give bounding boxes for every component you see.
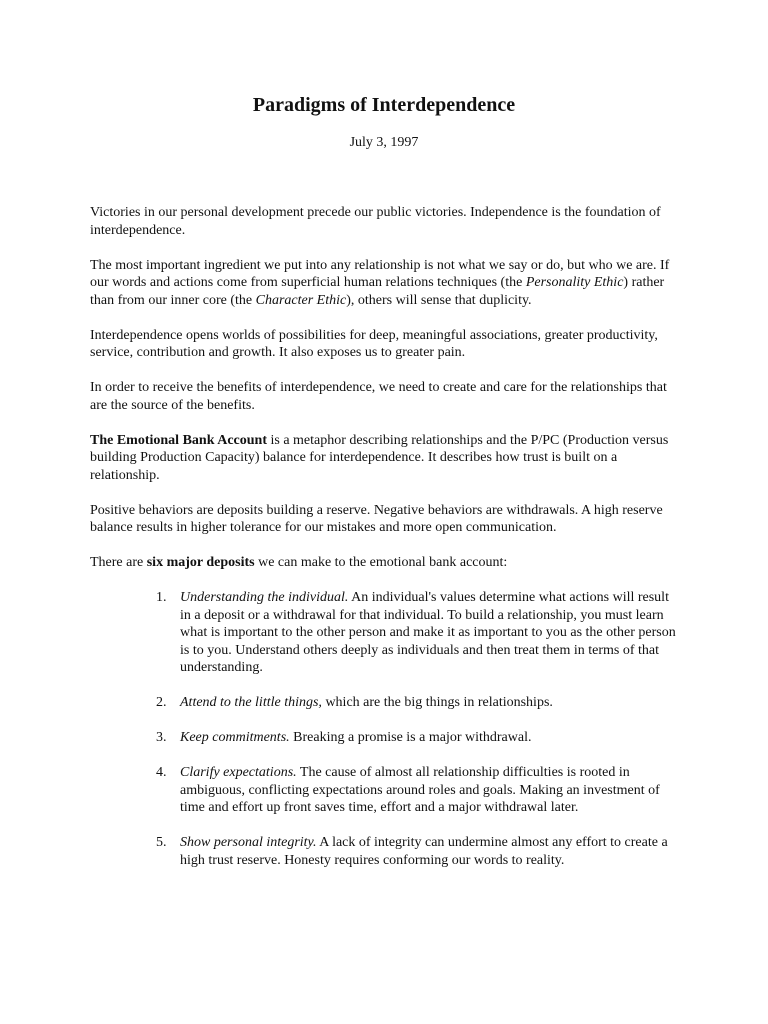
deposit-text: A lack of integrity can undermine almost any effort to create a high trust reserve. Honesty requires conforming our words to reality. [180,835,668,868]
emotional-bank-account-term: The Emotional Bank Account [90,432,267,448]
list-item-deposit-3 [156,729,680,747]
document-date: July 3, 1997 [349,135,419,150]
paragraph-victories [90,204,680,239]
paragraph-ingredient [90,257,680,310]
list-item-deposit-2 [156,694,680,712]
list-number: 5. [156,835,167,850]
character-ethic-term: Character Ethic [255,292,347,308]
paragraph-text: In order to receive the benefits of interdependence, we need to create and care for the relationships that are the source of the benefits. [90,380,667,413]
paragraph-text-part: ), others will sense that duplicity. [346,292,532,308]
paragraph-six-deposits [90,554,680,572]
document-body [90,204,680,887]
paragraph-possibilities [90,327,680,362]
deposits-list [156,589,680,869]
deposit-text: The cause of almost all relationship difficulties is rooted in ambiguous, conflicting expectations around roles and goals. Making an investment of time and effort up front saves time, effort and a major withdrawal later. [180,765,660,815]
paragraph-behaviors [90,502,680,537]
paragraph-text: Interdependence opens worlds of possibilities for deep, meaningful associations, greater productivity, service, contribution and growth. It also exposes us to greater pain. [90,327,658,360]
paragraph-text-part: is a metaphor describing relationships and the P/PC (Production versus building Production Capacity) balance for interdependence. It describes how trust is built on a relationship. [90,432,669,483]
list-number: 1. [156,590,167,605]
deposit-heading: Attend to the little things, [180,695,322,710]
deposit-text: Breaking a promise is a major withdrawal. [289,730,532,745]
document-title: Paradigms of Interdependence [252,94,516,116]
personality-ethic-term: Personality Ethic [525,275,624,290]
six-major-deposits-term: six major deposits [146,555,255,570]
list-number: 2. [156,695,167,710]
paragraph-text-part: we can make to the emotional bank account: [254,555,508,570]
deposit-heading: Clarify expectations. [180,765,297,780]
deposit-heading: Keep commitments. [180,730,290,745]
deposit-heading: Show personal integrity. [180,835,317,850]
list-number: 3. [156,730,167,745]
paragraph-text: Victories in our personal development precede our public victories. Independence is the foundation of interdependence. [90,205,661,238]
paragraph-text-part: The most important ingredient we put into any relationship is not what we say or do, but who we are. If our words and actions come from superficial human relations techniques (the [90,257,670,290]
paragraph-text-part: There are [90,555,147,570]
paragraph-text-part: ) rather than from our inner core (the [90,275,665,308]
deposit-heading: Understanding the individual. [180,590,349,605]
list-item-deposit-4 [156,764,680,817]
paragraph-emotional-bank-account [90,432,680,485]
paragraph-text: Positive behaviors are deposits building a reserve. Negative behaviors are withdrawals. A high reserve balance results in higher tolerance for our mistakes and more open communication. [90,502,663,535]
list-item-deposit-1 [156,589,680,677]
list-item-deposit-5 [156,834,680,869]
deposit-text: which are the big things in relationships. [321,695,553,710]
deposit-text: An individual's values determine what actions will result in a deposit or a withdrawal for that individual. To build a relationship, you must learn what is important to the other person and make it as important to you as the other person is to you. Understand others deeply as individuals and then treat them in terms of that understanding. [180,590,676,675]
paragraph-benefits [90,379,680,414]
list-number: 4. [156,765,167,780]
